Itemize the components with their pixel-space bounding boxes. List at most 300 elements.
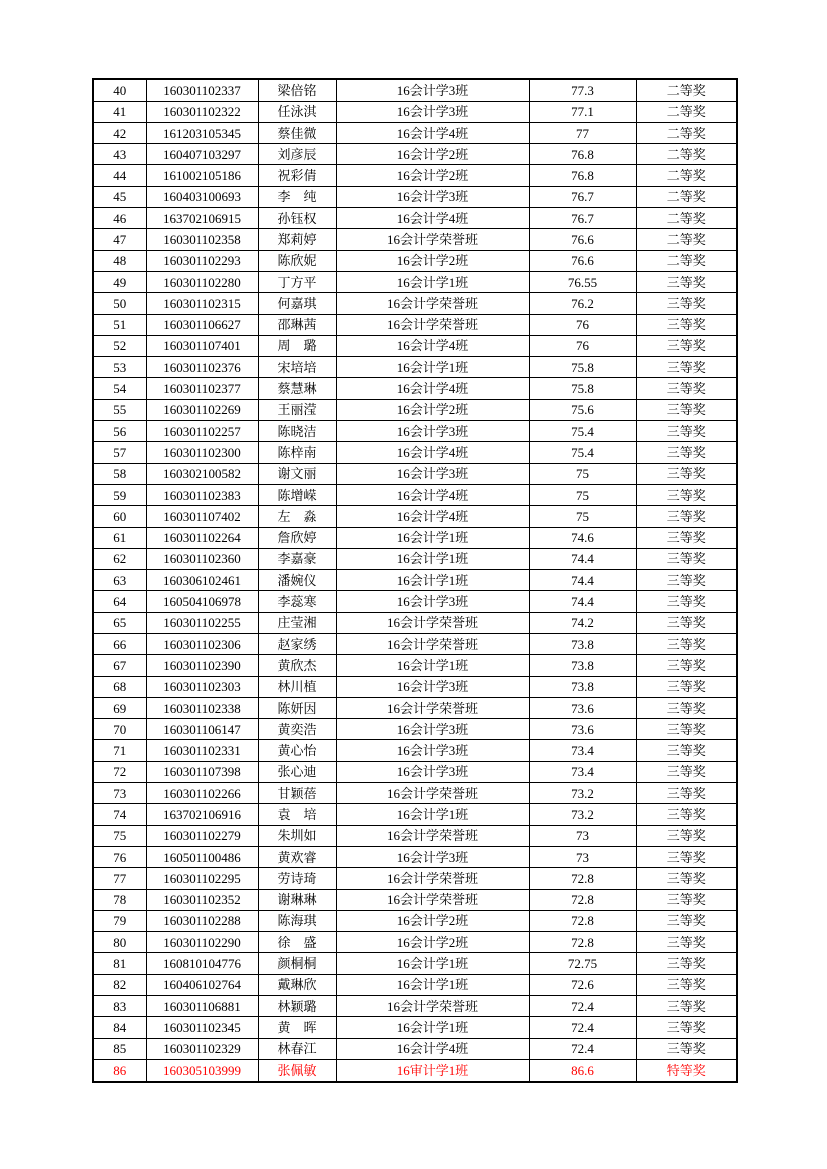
cell-rank: 74: [93, 804, 146, 825]
table-row: [93, 740, 737, 761]
cell-score: 86.6: [529, 1059, 636, 1082]
cell-class_name: 16会计学1班: [336, 527, 529, 548]
cell-class_name: 16会计学3班: [336, 676, 529, 697]
cell-score: 75.4: [529, 421, 636, 442]
cell-student_id: 160407103297: [146, 144, 258, 165]
table-row: [93, 868, 737, 889]
cell-score: 76.7: [529, 208, 636, 229]
cell-score: 72.6: [529, 974, 636, 995]
cell-rank: 84: [93, 1017, 146, 1038]
cell-score: 74.4: [529, 570, 636, 591]
cell-score: 72.4: [529, 1017, 636, 1038]
table-row: [93, 442, 737, 463]
table-row: [93, 910, 737, 931]
cell-award: 三等奖: [636, 378, 737, 399]
cell-student_id: 160301102255: [146, 612, 258, 633]
cell-rank: 58: [93, 463, 146, 484]
cell-award: 三等奖: [636, 463, 737, 484]
cell-score: 76.55: [529, 271, 636, 292]
cell-class_name: 16会计学3班: [336, 591, 529, 612]
table-row: [93, 506, 737, 527]
cell-rank: 77: [93, 868, 146, 889]
cell-score: 74.4: [529, 591, 636, 612]
cell-rank: 63: [93, 570, 146, 591]
cell-class_name: 16会计学2班: [336, 250, 529, 271]
table-row: [93, 974, 737, 995]
cell-name: 张心迪: [258, 761, 336, 782]
cell-award: 三等奖: [636, 804, 737, 825]
cell-award: 三等奖: [636, 293, 737, 314]
cell-student_id: 160406102764: [146, 974, 258, 995]
cell-score: 73: [529, 846, 636, 867]
cell-score: 72.8: [529, 932, 636, 953]
cell-award: 三等奖: [636, 591, 737, 612]
table-row: [93, 676, 737, 697]
cell-student_id: 160810104776: [146, 953, 258, 974]
cell-rank: 43: [93, 144, 146, 165]
cell-award: 三等奖: [636, 996, 737, 1017]
cell-score: 73.2: [529, 783, 636, 804]
cell-rank: 52: [93, 335, 146, 356]
cell-class_name: 16会计学荣誉班: [336, 868, 529, 889]
cell-name: 左 淼: [258, 506, 336, 527]
cell-award: 三等奖: [636, 527, 737, 548]
cell-score: 75.8: [529, 357, 636, 378]
cell-score: 76.7: [529, 186, 636, 207]
cell-class_name: 16会计学1班: [336, 357, 529, 378]
cell-rank: 82: [93, 974, 146, 995]
cell-award: 三等奖: [636, 484, 737, 505]
cell-rank: 72: [93, 761, 146, 782]
cell-class_name: 16会计学1班: [336, 974, 529, 995]
cell-name: 邵琳茜: [258, 314, 336, 335]
cell-name: 袁 培: [258, 804, 336, 825]
cell-score: 76: [529, 335, 636, 356]
cell-student_id: 160301107398: [146, 761, 258, 782]
table-row: [93, 144, 737, 165]
cell-student_id: 161203105345: [146, 122, 258, 143]
cell-student_id: 160301102288: [146, 910, 258, 931]
cell-rank: 68: [93, 676, 146, 697]
cell-student_id: 160301107402: [146, 506, 258, 527]
table-row: [93, 783, 737, 804]
cell-student_id: 160301102322: [146, 101, 258, 122]
cell-rank: 78: [93, 889, 146, 910]
cell-award: 三等奖: [636, 314, 737, 335]
cell-class_name: 16会计学3班: [336, 740, 529, 761]
cell-name: 徐 盛: [258, 932, 336, 953]
cell-score: 72.4: [529, 1038, 636, 1059]
cell-class_name: 16会计学2班: [336, 144, 529, 165]
cell-student_id: 163702106916: [146, 804, 258, 825]
cell-score: 73.8: [529, 676, 636, 697]
cell-score: 73.2: [529, 804, 636, 825]
table-row: [93, 335, 737, 356]
cell-award: 三等奖: [636, 1038, 737, 1059]
cell-score: 77.1: [529, 101, 636, 122]
cell-name: 陈海琪: [258, 910, 336, 931]
table-row: [93, 314, 737, 335]
cell-class_name: 16会计学4班: [336, 378, 529, 399]
cell-name: 黄 晖: [258, 1017, 336, 1038]
cell-award: 三等奖: [636, 932, 737, 953]
cell-class_name: 16会计学4班: [336, 122, 529, 143]
cell-class_name: 16会计学荣誉班: [336, 889, 529, 910]
table-row: [93, 932, 737, 953]
cell-class_name: 16会计学荣誉班: [336, 229, 529, 250]
cell-name: 陈梓南: [258, 442, 336, 463]
cell-name: 谢琳琳: [258, 889, 336, 910]
cell-class_name: 16审计学1班: [336, 1059, 529, 1082]
cell-rank: 66: [93, 633, 146, 654]
cell-score: 74.4: [529, 548, 636, 569]
cell-award: 二等奖: [636, 229, 737, 250]
table-row: [93, 548, 737, 569]
table-row: [93, 633, 737, 654]
cell-name: 朱圳如: [258, 825, 336, 846]
cell-student_id: 160301102269: [146, 399, 258, 420]
cell-student_id: 163702106915: [146, 208, 258, 229]
table-row: [93, 378, 737, 399]
cell-award: 三等奖: [636, 740, 737, 761]
cell-name: 谢文丽: [258, 463, 336, 484]
cell-class_name: 16会计学3班: [336, 186, 529, 207]
cell-award: 三等奖: [636, 953, 737, 974]
cell-award: 三等奖: [636, 655, 737, 676]
cell-score: 75: [529, 484, 636, 505]
cell-student_id: 160305103999: [146, 1059, 258, 1082]
table-row: [93, 570, 737, 591]
cell-rank: 62: [93, 548, 146, 569]
cell-score: 76.2: [529, 293, 636, 314]
cell-class_name: 16会计学3班: [336, 846, 529, 867]
cell-class_name: 16会计学2班: [336, 932, 529, 953]
cell-score: 72.8: [529, 889, 636, 910]
cell-name: 丁方平: [258, 271, 336, 292]
cell-name: 黄欣杰: [258, 655, 336, 676]
cell-name: 蔡慧琳: [258, 378, 336, 399]
cell-rank: 64: [93, 591, 146, 612]
table-row: [93, 719, 737, 740]
cell-student_id: 161002105186: [146, 165, 258, 186]
cell-award: 三等奖: [636, 761, 737, 782]
cell-student_id: 160301102329: [146, 1038, 258, 1059]
cell-class_name: 16会计学4班: [336, 484, 529, 505]
cell-student_id: 160301102315: [146, 293, 258, 314]
cell-award: 三等奖: [636, 1017, 737, 1038]
cell-student_id: 160301102358: [146, 229, 258, 250]
cell-score: 72.8: [529, 868, 636, 889]
cell-score: 76: [529, 314, 636, 335]
cell-score: 73: [529, 825, 636, 846]
cell-score: 75: [529, 506, 636, 527]
table-row: [93, 229, 737, 250]
cell-rank: 41: [93, 101, 146, 122]
cell-award: 三等奖: [636, 335, 737, 356]
table-row: [93, 1038, 737, 1059]
cell-award: 三等奖: [636, 442, 737, 463]
cell-student_id: 160301102257: [146, 421, 258, 442]
table-row: [93, 250, 737, 271]
cell-name: 孙钰权: [258, 208, 336, 229]
table-body: [93, 79, 737, 1082]
cell-student_id: 160301102303: [146, 676, 258, 697]
cell-student_id: 160301102300: [146, 442, 258, 463]
table-row: [93, 761, 737, 782]
cell-rank: 69: [93, 697, 146, 718]
cell-student_id: 160301102345: [146, 1017, 258, 1038]
cell-award: 二等奖: [636, 186, 737, 207]
cell-score: 75.4: [529, 442, 636, 463]
cell-award: 三等奖: [636, 889, 737, 910]
cell-class_name: 16会计学荣誉班: [336, 697, 529, 718]
cell-name: 黄心怡: [258, 740, 336, 761]
table-row: [93, 271, 737, 292]
cell-student_id: 160301102337: [146, 79, 258, 101]
cell-name: 赵家绣: [258, 633, 336, 654]
cell-name: 林颖璐: [258, 996, 336, 1017]
cell-name: 庄莹湘: [258, 612, 336, 633]
cell-award: 三等奖: [636, 868, 737, 889]
cell-class_name: 16会计学4班: [336, 506, 529, 527]
cell-rank: 70: [93, 719, 146, 740]
cell-score: 73.6: [529, 719, 636, 740]
cell-class_name: 16会计学荣誉班: [336, 633, 529, 654]
cell-student_id: 160301102295: [146, 868, 258, 889]
cell-student_id: 160301106881: [146, 996, 258, 1017]
cell-rank: 79: [93, 910, 146, 931]
cell-rank: 44: [93, 165, 146, 186]
cell-name: 陈欣妮: [258, 250, 336, 271]
cell-award: 三等奖: [636, 825, 737, 846]
cell-class_name: 16会计学3班: [336, 761, 529, 782]
cell-score: 73.4: [529, 740, 636, 761]
cell-name: 林春江: [258, 1038, 336, 1059]
cell-score: 73.4: [529, 761, 636, 782]
cell-award: 二等奖: [636, 144, 737, 165]
cell-name: 郑莉婷: [258, 229, 336, 250]
cell-award: 特等奖: [636, 1059, 737, 1082]
cell-award: 二等奖: [636, 208, 737, 229]
cell-score: 76.8: [529, 144, 636, 165]
cell-name: 梁倍铭: [258, 79, 336, 101]
cell-class_name: 16会计学1班: [336, 1017, 529, 1038]
cell-name: 戴琳欣: [258, 974, 336, 995]
table-row: [93, 655, 737, 676]
cell-name: 李 纯: [258, 186, 336, 207]
cell-student_id: 160301107401: [146, 335, 258, 356]
cell-class_name: 16会计学荣誉班: [336, 314, 529, 335]
cell-rank: 65: [93, 612, 146, 633]
cell-class_name: 16会计学1班: [336, 271, 529, 292]
cell-class_name: 16会计学荣誉班: [336, 783, 529, 804]
cell-rank: 54: [93, 378, 146, 399]
cell-class_name: 16会计学2班: [336, 399, 529, 420]
cell-class_name: 16会计学1班: [336, 804, 529, 825]
cell-class_name: 16会计学3班: [336, 101, 529, 122]
cell-rank: 81: [93, 953, 146, 974]
cell-name: 潘婉仪: [258, 570, 336, 591]
cell-rank: 71: [93, 740, 146, 761]
cell-student_id: 160301102290: [146, 932, 258, 953]
cell-name: 劳诗琦: [258, 868, 336, 889]
cell-name: 宋培培: [258, 357, 336, 378]
cell-class_name: 16会计学4班: [336, 208, 529, 229]
cell-class_name: 16会计学1班: [336, 655, 529, 676]
cell-award: 二等奖: [636, 250, 737, 271]
cell-rank: 57: [93, 442, 146, 463]
cell-class_name: 16会计学4班: [336, 335, 529, 356]
cell-rank: 76: [93, 846, 146, 867]
cell-name: 陈晓洁: [258, 421, 336, 442]
cell-class_name: 16会计学1班: [336, 570, 529, 591]
cell-name: 周 璐: [258, 335, 336, 356]
cell-name: 陈妍因: [258, 697, 336, 718]
cell-score: 75: [529, 463, 636, 484]
cell-rank: 55: [93, 399, 146, 420]
cell-rank: 50: [93, 293, 146, 314]
cell-award: 二等奖: [636, 101, 737, 122]
cell-score: 74.6: [529, 527, 636, 548]
cell-class_name: 16会计学荣誉班: [336, 996, 529, 1017]
cell-class_name: 16会计学3班: [336, 463, 529, 484]
cell-rank: 51: [93, 314, 146, 335]
cell-score: 77.3: [529, 79, 636, 101]
cell-award: 三等奖: [636, 506, 737, 527]
table-row: [93, 165, 737, 186]
cell-award: 三等奖: [636, 633, 737, 654]
cell-award: 二等奖: [636, 165, 737, 186]
cell-name: 蔡佳微: [258, 122, 336, 143]
cell-rank: 73: [93, 783, 146, 804]
table-row: [93, 186, 737, 207]
cell-name: 陈增嵘: [258, 484, 336, 505]
cell-score: 72.8: [529, 910, 636, 931]
cell-award: 三等奖: [636, 421, 737, 442]
cell-award: 三等奖: [636, 548, 737, 569]
cell-student_id: 160301106627: [146, 314, 258, 335]
table-row: [93, 484, 737, 505]
table-row: [93, 804, 737, 825]
cell-name: 李蕊寒: [258, 591, 336, 612]
cell-score: 72.75: [529, 953, 636, 974]
cell-score: 73.8: [529, 633, 636, 654]
cell-name: 黄奕浩: [258, 719, 336, 740]
cell-student_id: 160302100582: [146, 463, 258, 484]
cell-student_id: 160301102266: [146, 783, 258, 804]
cell-student_id: 160301102279: [146, 825, 258, 846]
scholarship-ranking-table: [92, 78, 738, 1083]
cell-score: 73.6: [529, 697, 636, 718]
cell-student_id: 160301106147: [146, 719, 258, 740]
table-row: [93, 421, 737, 442]
table-row: [93, 825, 737, 846]
cell-award: 三等奖: [636, 612, 737, 633]
cell-student_id: 160301102331: [146, 740, 258, 761]
cell-name: 黄欢睿: [258, 846, 336, 867]
cell-rank: 60: [93, 506, 146, 527]
cell-score: 74.2: [529, 612, 636, 633]
cell-score: 76.8: [529, 165, 636, 186]
table-row: [93, 953, 737, 974]
cell-class_name: 16会计学荣誉班: [336, 825, 529, 846]
cell-award: 二等奖: [636, 122, 737, 143]
cell-class_name: 16会计学荣誉班: [336, 293, 529, 314]
cell-rank: 40: [93, 79, 146, 101]
cell-student_id: 160301102338: [146, 697, 258, 718]
cell-class_name: 16会计学3班: [336, 79, 529, 101]
cell-student_id: 160301102360: [146, 548, 258, 569]
table-row: [93, 996, 737, 1017]
cell-score: 76.6: [529, 229, 636, 250]
cell-name: 张佩敏: [258, 1059, 336, 1082]
cell-name: 何嘉琪: [258, 293, 336, 314]
table-row: [93, 846, 737, 867]
cell-class_name: 16会计学2班: [336, 165, 529, 186]
cell-award: 三等奖: [636, 974, 737, 995]
cell-score: 73.8: [529, 655, 636, 676]
cell-award: 三等奖: [636, 357, 737, 378]
cell-student_id: 160301102293: [146, 250, 258, 271]
table-row: [93, 357, 737, 378]
cell-name: 任泳淇: [258, 101, 336, 122]
cell-student_id: 160301102264: [146, 527, 258, 548]
cell-rank: 67: [93, 655, 146, 676]
cell-name: 甘颖蓓: [258, 783, 336, 804]
table-row: [93, 101, 737, 122]
cell-score: 75.8: [529, 378, 636, 399]
table-row: [93, 889, 737, 910]
table-row: [93, 1017, 737, 1038]
cell-award: 三等奖: [636, 846, 737, 867]
cell-name: 林川植: [258, 676, 336, 697]
cell-name: 詹欣婷: [258, 527, 336, 548]
cell-class_name: 16会计学1班: [336, 548, 529, 569]
cell-rank: 59: [93, 484, 146, 505]
cell-rank: 83: [93, 996, 146, 1017]
cell-award: 三等奖: [636, 399, 737, 420]
cell-student_id: 160403100693: [146, 186, 258, 207]
table-row: [93, 208, 737, 229]
cell-rank: 48: [93, 250, 146, 271]
cell-rank: 47: [93, 229, 146, 250]
table-row: [93, 591, 737, 612]
cell-class_name: 16会计学2班: [336, 910, 529, 931]
cell-rank: 49: [93, 271, 146, 292]
table-row: [93, 527, 737, 548]
cell-award: 三等奖: [636, 719, 737, 740]
cell-rank: 75: [93, 825, 146, 846]
cell-student_id: 160501100486: [146, 846, 258, 867]
cell-score: 76.6: [529, 250, 636, 271]
cell-student_id: 160301102390: [146, 655, 258, 676]
cell-rank: 45: [93, 186, 146, 207]
cell-rank: 80: [93, 932, 146, 953]
cell-rank: 86: [93, 1059, 146, 1082]
cell-name: 刘彦辰: [258, 144, 336, 165]
cell-student_id: 160301102376: [146, 357, 258, 378]
cell-class_name: 16会计学4班: [336, 1038, 529, 1059]
cell-rank: 56: [93, 421, 146, 442]
cell-student_id: 160301102306: [146, 633, 258, 654]
cell-award: 三等奖: [636, 697, 737, 718]
cell-student_id: 160504106978: [146, 591, 258, 612]
cell-score: 75.6: [529, 399, 636, 420]
cell-award: 三等奖: [636, 910, 737, 931]
cell-rank: 42: [93, 122, 146, 143]
cell-student_id: 160301102377: [146, 378, 258, 399]
cell-award: 三等奖: [636, 783, 737, 804]
